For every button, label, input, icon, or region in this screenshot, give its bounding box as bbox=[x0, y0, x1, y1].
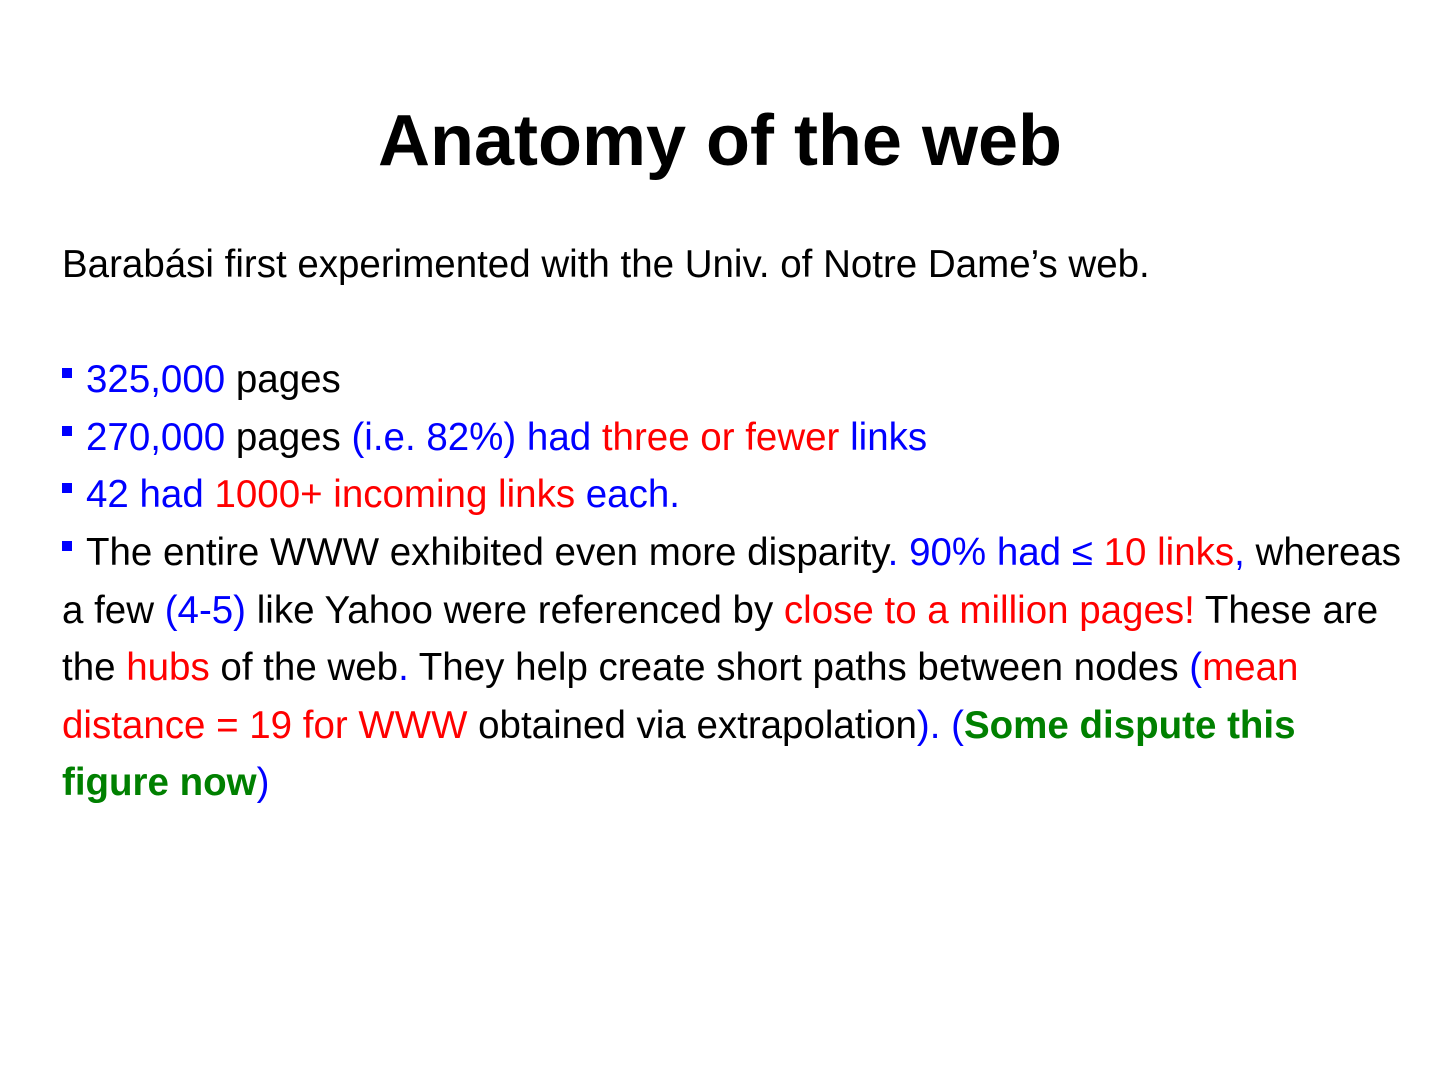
segment: 325,000 bbox=[86, 358, 226, 402]
intro-text: Barabási first experimented with the Univ. of Notre Dame’s web. bbox=[62, 243, 1150, 286]
segment: (i.e. 82%) had bbox=[351, 415, 602, 459]
slide-body bbox=[62, 236, 1402, 812]
slide-title: Anatomy of the web bbox=[377, 101, 1063, 181]
bullet-item-3 bbox=[62, 466, 1402, 524]
square-bullet-icon bbox=[62, 368, 72, 378]
segment: (4-5) bbox=[164, 588, 247, 632]
segment: close to a million pages! bbox=[783, 588, 1195, 632]
square-bullet-icon bbox=[62, 426, 72, 436]
segment: mean distance = 19 for WWW bbox=[62, 646, 1299, 747]
segment: pages bbox=[225, 358, 341, 402]
segment: , bbox=[1234, 530, 1245, 574]
segment: obtained via extrapolation bbox=[467, 703, 917, 747]
segment: The entire WWW exhibited even more disparity bbox=[86, 530, 888, 574]
segment: . 90% had ≤ bbox=[887, 530, 1104, 574]
spacer bbox=[62, 294, 1402, 352]
segment: pages bbox=[225, 415, 352, 459]
segment: like Yahoo were referenced by bbox=[246, 588, 784, 632]
square-bullet-icon bbox=[62, 541, 72, 551]
bullet-item-2 bbox=[62, 409, 1402, 467]
segment: 270,000 bbox=[86, 415, 226, 459]
segment: They help create short paths between nodes bbox=[408, 646, 1190, 690]
square-bullet-icon bbox=[62, 483, 72, 493]
segment: three or fewer bbox=[601, 415, 840, 459]
segment: Some dispute this figure now bbox=[62, 703, 1296, 805]
segment: links bbox=[839, 415, 928, 459]
segment: 1000+ incoming links bbox=[214, 473, 576, 517]
segment: 42 had bbox=[86, 473, 215, 517]
segment: each. bbox=[575, 473, 680, 517]
segment: 10 links bbox=[1103, 530, 1235, 574]
bullet-item-4-paragraph bbox=[62, 524, 1402, 812]
segment: ). ( bbox=[916, 703, 964, 747]
segment: hubs bbox=[126, 646, 210, 690]
segment: ) bbox=[256, 761, 270, 805]
segment: These are the bbox=[62, 588, 1379, 690]
segment: whereas a few bbox=[62, 530, 1402, 632]
segment: of the web bbox=[209, 646, 399, 690]
segment: . bbox=[398, 646, 409, 690]
bullet-item-1 bbox=[62, 351, 1402, 409]
segment: ( bbox=[1189, 646, 1203, 690]
